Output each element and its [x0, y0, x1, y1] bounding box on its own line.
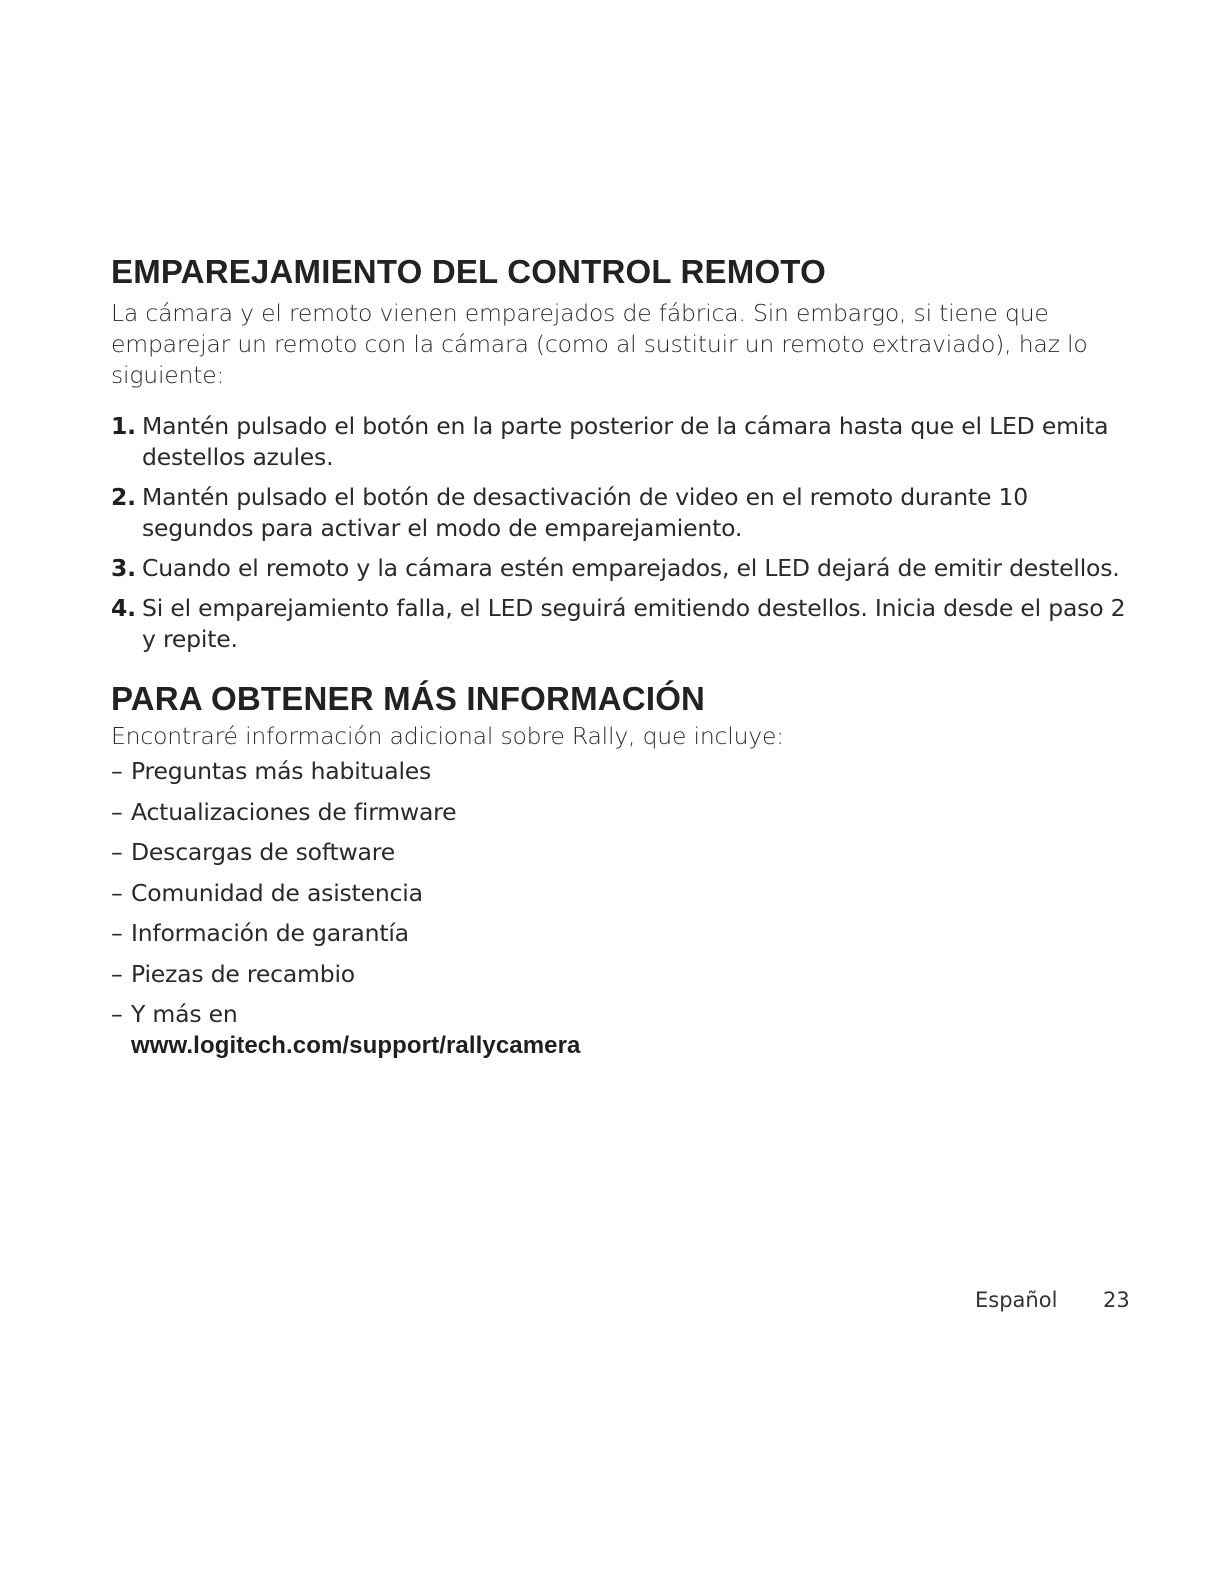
list-item-text: Descargas de software — [131, 838, 395, 866]
dash-bullet: – — [111, 838, 123, 866]
step-number: 2. — [111, 483, 136, 511]
step-item — [111, 411, 1131, 473]
page-number: 23 — [1103, 1288, 1130, 1312]
step-text: Si el emparejamiento falla, el LED seguirá emitiendo destellos. Inicia desde el paso 2 y repite. — [142, 594, 1126, 653]
list-item-text: Piezas de recambio — [131, 959, 355, 988]
dash-bullet: – — [111, 878, 123, 907]
list-item — [111, 878, 1131, 909]
dash-bullet: – — [111, 797, 123, 826]
list-item-text: Actualizaciones de firmware — [131, 797, 457, 826]
pairing-steps — [111, 411, 1131, 655]
list-item-text: Comunidad de asistencia — [131, 878, 423, 907]
dash-bullet: – — [111, 959, 123, 988]
list-item — [111, 756, 1131, 787]
pairing-intro: La cámara y el remoto vienen emparejados de fábrica. Sin embargo, si tiene que emparejar un remoto con la cámara (como al sustituir un remoto extraviado), haz lo siguiente: — [111, 299, 1088, 389]
step-number: 4. — [111, 594, 136, 622]
dash-bullet: – — [111, 757, 123, 785]
more-info-intro: Encontraré información adicional sobre Rally, que incluye: — [111, 722, 784, 750]
list-item-text: Información de garantía — [131, 919, 409, 947]
step-item — [111, 482, 1131, 544]
step-number: 3. — [111, 554, 136, 582]
dash-bullet: – — [111, 1000, 123, 1028]
footer-language: Español — [975, 1288, 1058, 1312]
list-item-text: Preguntas más habituales — [131, 757, 432, 785]
step-number: 1. — [111, 412, 136, 440]
step-text: Mantén pulsado el botón en la parte posterior de la cámara hasta que el LED emita destellos azules. — [142, 412, 1109, 471]
section-title-more-info: PARA OBTENER MÁS INFORMACIÓN — [111, 680, 706, 717]
list-item — [111, 918, 1131, 949]
list-item — [111, 837, 1131, 868]
list-item — [111, 797, 1131, 828]
step-text: Cuando el remoto y la cámara estén emparejados, el LED dejará de emitir destellos. — [142, 554, 1120, 582]
step-item — [111, 553, 1131, 584]
section-title-pairing: EMPAREJAMIENTO DEL CONTROL REMOTO — [111, 253, 826, 290]
dash-bullet: – — [111, 919, 123, 947]
list-item — [111, 999, 1131, 1061]
list-item-text: Y más en — [131, 1000, 238, 1028]
list-item — [111, 959, 1131, 990]
list-item-text-with-url — [131, 999, 1131, 1061]
step-item — [111, 593, 1131, 655]
step-text: Mantén pulsado el botón de desactivación de video en el remoto durante 10 segundos para activar el modo de emparejamiento. — [142, 483, 1029, 542]
document-page — [111, 252, 1131, 1071]
more-info-list — [111, 756, 1131, 1061]
support-url-link[interactable]: www.logitech.com/support/rallycamera — [131, 1032, 581, 1059]
